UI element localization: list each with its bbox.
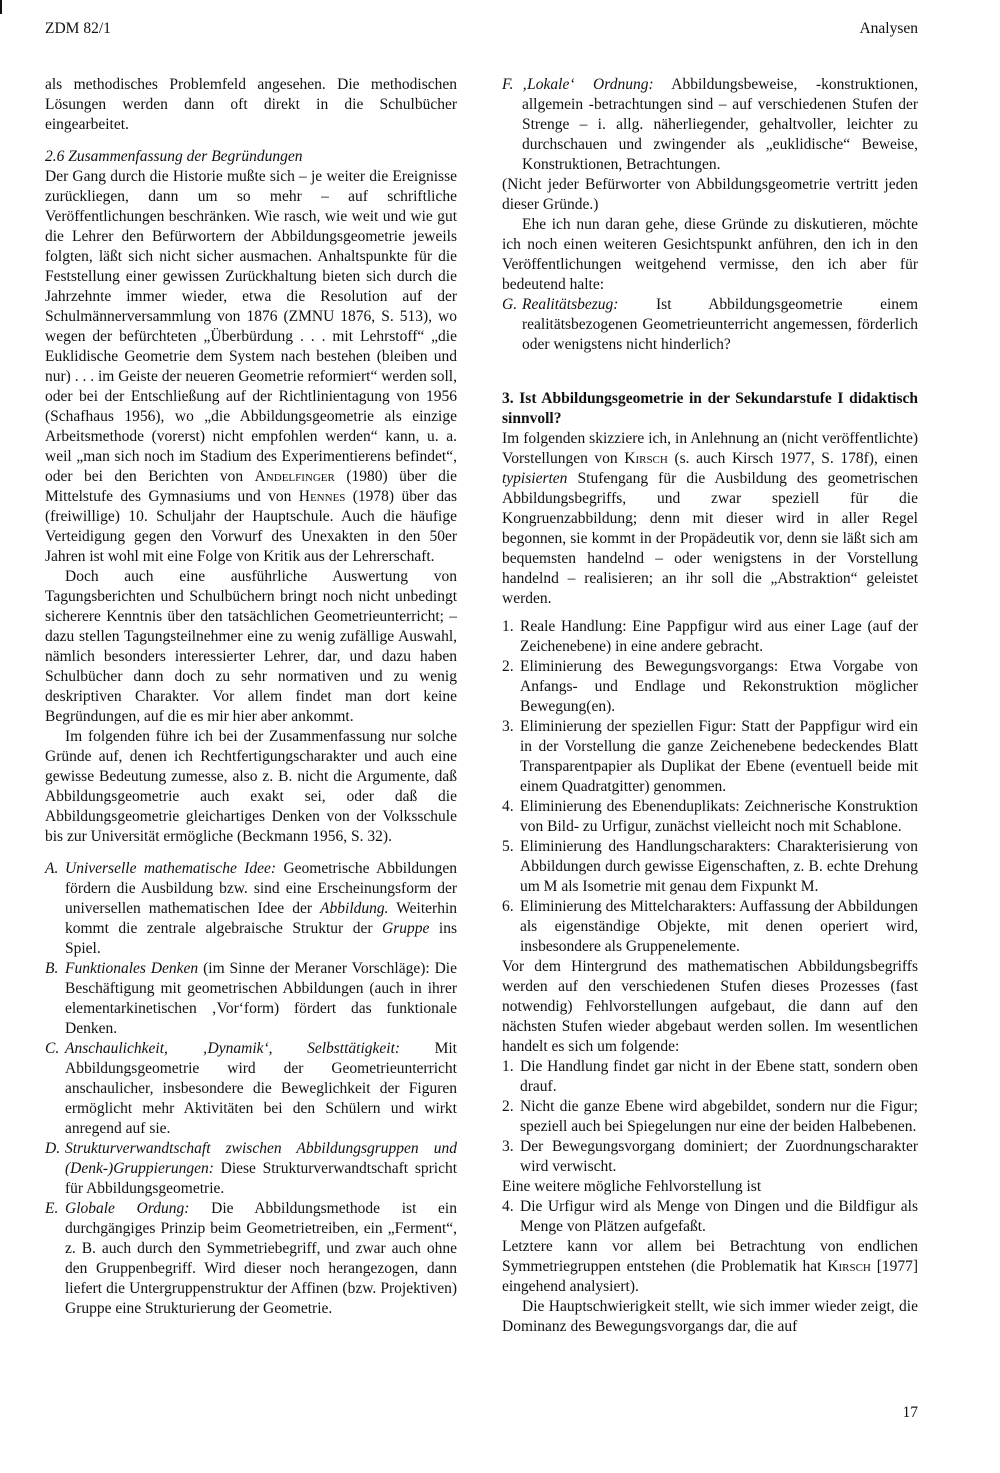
- misconception-item: 3. Der Bewegungsvorgang dominiert; der Zuordnungscharakter wird verwischt.: [502, 1138, 918, 1175]
- paragraph-continuation: als methodisches Problemfeld angesehen. Die methodischen Lösungen werden dann oft direkt in die Schulbücher eingearbeitet.: [45, 76, 457, 133]
- reason-item-a: A. Universelle mathematische Idee: Geometrische Abbildungen fördern die Ausbildung bzw. sind eine Erscheinungsform der universellen mathematischen Idee der Abbildung. Weiterhin kommt die zentrale algebraische Struktur der Gruppe ins Spiel.: [45, 860, 458, 957]
- misconception-item: 2. Nicht die ganze Ebene wird abgebildet, sondern nur die Figur; speziell auch bei Spiegelungen nur eine der beiden Halbebenen.: [502, 1098, 918, 1135]
- author-name: Andelfinger: [254, 468, 335, 485]
- paragraph-further-misconception: Eine weitere mögliche Fehlvorstellung ist: [502, 1178, 762, 1195]
- paragraph-symmetry-groups: Letztere kann vor allem bei Betrachtung von endlichen Symmetriegruppen entstehen (die Problematik hat Kirsch [1977] eingehend analysiert).: [502, 1238, 919, 1295]
- misconception-item: 4. Die Urfigur wird als Menge von Dingen und die Bildfigur als Menge von Plätzen aufgefaßt.: [502, 1198, 918, 1235]
- paragraph-note: (Nicht jeder Befürworter von Abbildungsgeometrie vertritt jeden dieser Gründe.): [502, 176, 918, 213]
- running-header-section: Analysen: [859, 20, 918, 37]
- paragraph-history: Der Gang durch die Historie mußte sich – je weiter die Ereignisse zurückliegen, dann um so mehr – auf schriftliche Veröffentlichungen beschränken. Wie rasch, wie weit und wie gut die Lehrer den Befürwortern der Abbildungsgeometrie jeweils folgten, läßt sich nicht sicher ausmachen. Anhaltspunkte für die Feststellung einer gewissen Zurückhaltung bieten sich durch die Jahrzehnte immer wieder, etwa die Resolution auf der Schulmännerversammlung von 1876 (ZMNU 1876, S. 513), wo wegen der befürchteten „Überbürdung . . . mit Lehrstoff“ „die Euklidische Geometrie dem System nach bestehen (bleiben und nur) . . . im Geiste der neueren Geometrie reformiert“ werden soll, oder bei der Entschließung auf der Richtlinientagung von 1956 (Schafhaus 1956), wo „die Abbildungsgeometrie als einzige Arbeitsmethode (vorerst) nicht empfohlen werden“ kann, u. a. weil „man sich noch im Stadium des Experimentierens befindet“, oder bei den Berichten von Andelfinger (1980) über die Mittelstufe des Gymnasiums und von Hennes (1978) über das (freiwillige) 10. Schuljahr der Hauptschule. Auch die häufige Verteidigung gegen den Vorwurf des Unexakten in den 50er Jahren ist wohl mit eine Folge von Kritik aus der Lehrerschaft.: [45, 168, 458, 565]
- reasons-list: [45, 859, 457, 1319]
- reason-item-d: D. Strukturverwandtschaft zwischen Abbildungsgruppen und (Denk-)Gruppierungen: Diese Strukturverwandtschaft spricht für Abbildungsgeometrie.: [45, 1140, 458, 1197]
- page-number: 17: [902, 1404, 918, 1421]
- author-name: Hennes: [298, 488, 346, 505]
- stage-item: 2. Eliminierung des Bewegungsvorgangs: Etwa Vorgabe von Anfangs- und Endlage und Rekonstruktion möglicher Bewegung(en).: [502, 658, 918, 715]
- paragraph-stages-intro: Im folgenden skizziere ich, in Anlehnung an (nicht veröffentlichte) Vorstellungen von Kirsch (s. auch Kirsch 1977, S. 178f), einen typisierten Stufengang für die Ausbildung des geometrischen Abbildungsbegriffs, und zwar speziell für die Kongruenzabbildung; denn mit dieser wird in aller Regel begonnen, sie kommt in der Propädeutik vor, denn sie läßt sich am bequemsten handelnd – oder wenigstens in der Vorstellung handelnd – realisieren; an ihr soll die „Abstraktion“ geleistet werden.: [502, 430, 919, 607]
- stage-item: 6. Eliminierung des Mittelcharakters: Auffassung der Abbildungen als eigenständige Objekte, mit denen operiert wird, insbesondere als Gruppenelemente.: [502, 898, 918, 955]
- reason-item-b: B. Funktionales Denken (im Sinne der Meraner Vorschläge): Die Beschäftigung mit geometrischen Abbildungen (auch in ihrer elementarkinetischen ‚Vor‘form) fördert das funktionale Denken.: [45, 960, 457, 1037]
- paragraph-misconceptions-intro: Vor dem Hintergrund des mathematischen Abbildungsbegriffs werden auf den verschiedenen Stufen dieses Prozesses (fast notwendig) Fehlvorstellungen aufgebaut, die dann auf den nächsten Stufen wieder abgebaut werden sollen. Im wesentlichen handelt es sich um folgende:: [502, 958, 918, 1055]
- reason-item-f: F. ‚Lokale‘ Ordnung: Abbildungsbeweise, -konstruktionen, allgemein -betrachtungen sind – auf verschiedenen Stufen der Strenge – i. allg. näherliegender, gehaltvoller, leichter zu durchschauen und zwingender als „euklidische“ Beweise, Konstruktionen, Betrachtungen.: [502, 76, 918, 173]
- right-column: [502, 75, 918, 1337]
- paragraph-summary-intro: Im folgenden führe ich bei der Zusammenfassung nur solche Gründe auf, denen ich Rechtfertigungscharakter und auch eine gewisse Bedeutung zumesse, also z. B. nicht die Argumente, daß Abbildungsgeometrie auch exakt sei, oder daß die Abbildungsgeometrie gleichartiges Denken von der Volksschule bis zur Universität ermögliche (Beckmann 1956, S. 32).: [45, 728, 457, 845]
- misconceptions-list: [502, 1057, 918, 1177]
- paragraph-main-difficulty: Die Hauptschwierigkeit stellt, wie sich immer wieder zeigt, die Dominanz des Bewegungsvorgangs dar, die auf: [502, 1298, 918, 1335]
- stages-list: [502, 617, 918, 957]
- paragraph-additional-aspect: Ehe ich nun daran gehe, diese Gründe zu diskutieren, möchte ich noch einen weiteren Gesichtspunkt anführen, den ich in den Veröffentlichungen weitgehend vermisse, den ich aber für bedeutend halte:: [502, 216, 918, 293]
- stage-item: 4. Eliminierung des Ebenenduplikats: Zeichnerische Konstruktion von Bild- zu Urfigur, zunächst vielleicht noch mit Schablone.: [502, 798, 918, 835]
- reason-item-c: C. Anschaulichkeit, ‚Dynamik‘, Selbsttätigkeit: Mit Abbildungsgeometrie wird der Geometrieunterricht anschaulicher, insbesondere die Beweglichkeit der Figuren ermöglicht mehr Aktivitäten bei den Schülern und wirkt anregend auf sie.: [45, 1040, 457, 1137]
- reason-item-e: E. Globale Ordung: Die Abbildungsmethode ist ein durchgängiges Prinzip beim Geometrietreiben, ein „Ferment“, z. B. auch durch den Symmetriebegriff, und zwar auch ohne den Gruppenbegriff. Wird dieser noch herangezogen, dann liefert die Untergruppenstruktur der Affinen (bzw. Projektiven) Gruppe eine Strukturierung der Geometrie.: [45, 1200, 457, 1317]
- scan-margin-mark: [0, 0, 2, 14]
- stage-item: 3. Eliminierung der speziellen Figur: Statt der Pappfigur wird ein in der Vorstellung die ganze Zeichenebene bedeckendes Blatt Transparentpapier als Duplikat der Ebene (eventuell beide mit einem Quadratgitter) genommen.: [502, 718, 918, 795]
- section-heading-3: 3. Ist Abbildungsgeometrie in der Sekundarstufe I didaktisch sinnvoll?: [502, 390, 918, 427]
- author-name: Kirsch: [827, 1258, 871, 1275]
- paragraph-evaluation: Doch auch eine ausführliche Auswertung von Tagungsberichten und Schulbüchern bringt noch nicht unbedingt sicherere Kenntnis über den tatsächlichen Geometrieunterricht; – dazu stellen Tagungsteilnehmer eine zu wenig zufällige Auswahl, nämlich besonders interessierter Lehrer, dar, und dazu haben Schulbücher dann doch zu sehr normativen und zu wenig deskriptiven Charakter. Vor allem findet man dort keine Begründungen, auf die es mir hier aber ankommt.: [45, 568, 457, 725]
- stage-item: 1. Reale Handlung: Eine Pappfigur wird aus einer Lage (auf der Zeichenebene) in eine andere gebracht.: [502, 618, 918, 655]
- author-name: Kirsch: [624, 450, 668, 467]
- left-column: [45, 75, 457, 1319]
- section-heading-2-6: 2.6 Zusammenfassung der Begründungen: [45, 148, 303, 165]
- running-header-journal: ZDM 82/1: [45, 20, 111, 37]
- stage-item: 5. Eliminierung des Handlungscharakters: Charakterisierung von Abbildungen durch gewisse Eigenschaften, z. B. echte Drehung um M als Isometrie mit genau dem Fixpunkt M.: [502, 838, 918, 895]
- reason-item-g: G. Realitätsbezug: Ist Abbildungsgeometrie einem realitätsbezogenen Geometrieunterricht angemessen, förderlich oder wenigstens nicht hinderlich?: [502, 296, 918, 353]
- misconception-item: 1. Die Handlung findet gar nicht in der Ebene statt, sondern oben drauf.: [502, 1058, 918, 1095]
